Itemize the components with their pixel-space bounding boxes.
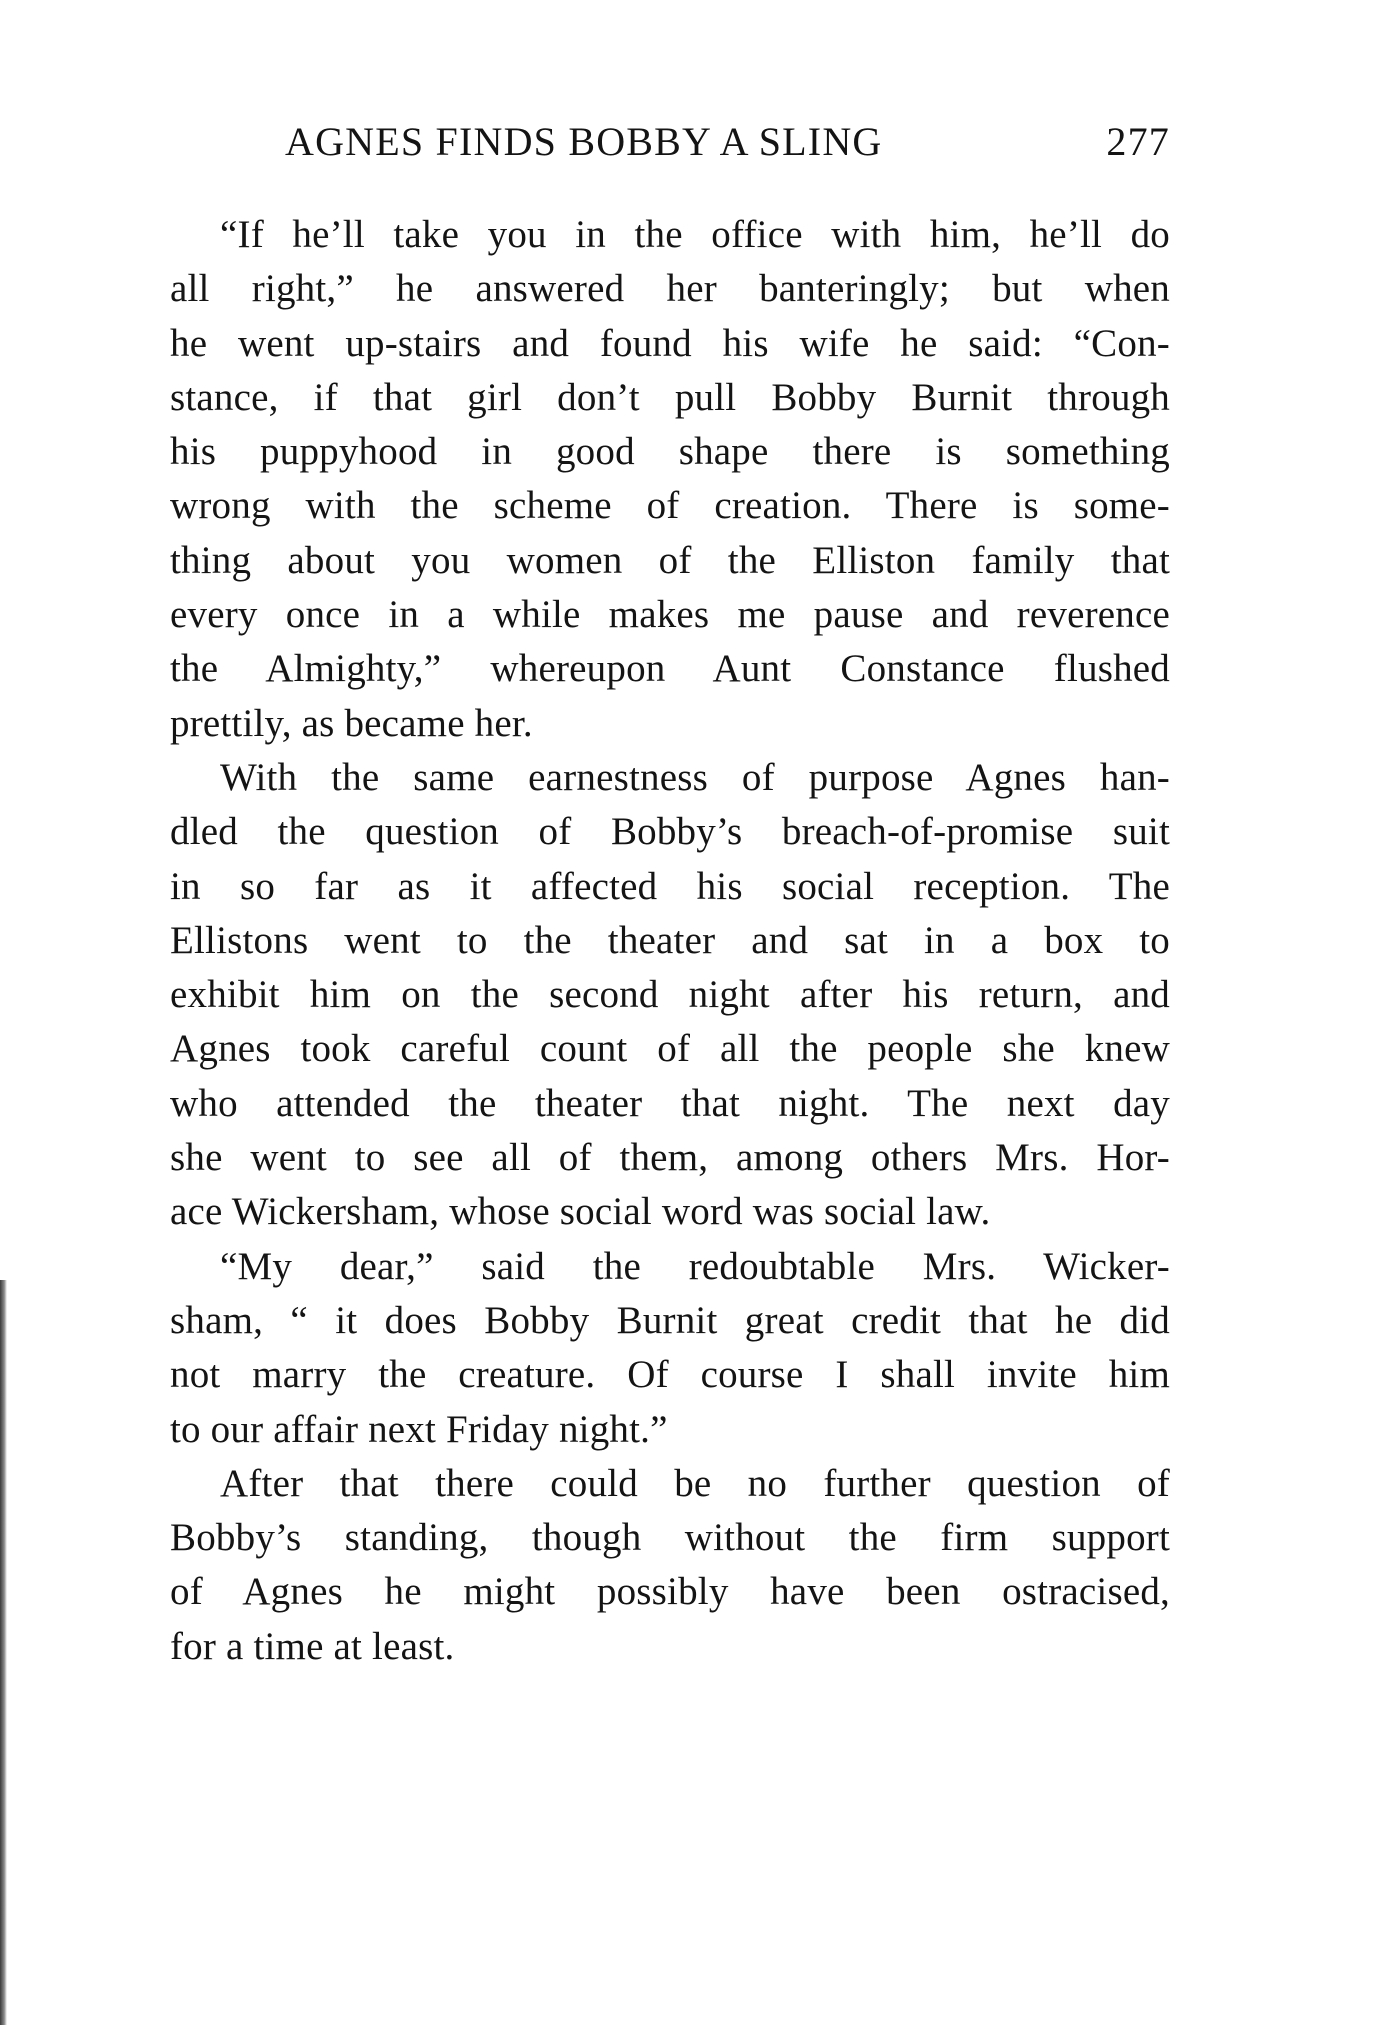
text-line: not marry the creature. Of course I shall invite him (170, 1353, 1170, 1397)
paragraph (170, 208, 1170, 751)
page-binding-edge (0, 1280, 7, 2025)
text-line: wrong with the scheme of creation. There is some- (170, 484, 1170, 528)
text-line: she went to see all of them, among others Mrs. Hor- (170, 1136, 1170, 1180)
text-line: Ellistons went to the theater and sat in a box to (170, 918, 1170, 962)
paragraph (170, 751, 1170, 1240)
text-line: dled the question of Bobby’s breach-of-promise suit (170, 810, 1170, 854)
paragraph (170, 1457, 1170, 1674)
text-line: every once in a while makes me pause and reverence (170, 593, 1170, 637)
text-line: of Agnes he might possibly have been ostracised, (170, 1570, 1170, 1614)
text-line: Bobby’s standing, though without the firm support (170, 1516, 1170, 1560)
text-line: After that there could be no further question of (220, 1461, 1170, 1505)
text-line: in so far as it affected his social reception. The (170, 864, 1170, 908)
body-text (170, 208, 1170, 1674)
text-line: ace Wickersham, whose social word was social law. (170, 1190, 991, 1234)
text-line: exhibit him on the second night after his return, and (170, 973, 1170, 1017)
text-line: stance, if that girl don’t pull Bobby Burnit through (170, 375, 1170, 419)
text-line: Agnes took careful count of all the people she knew (170, 1027, 1170, 1071)
text-line: thing about you women of the Elliston family that (170, 538, 1170, 582)
text-line: “If he’ll take you in the office with him, he’ll do (220, 213, 1170, 256)
text-line: prettily, as became her. (170, 701, 533, 745)
running-head-title: AGNES FINDS BOBBY A SLING (285, 119, 883, 164)
text-line: “My dear,” said the redoubtable Mrs. Wicker- (220, 1244, 1170, 1288)
running-head (285, 110, 1170, 170)
text-line: the Almighty,” whereupon Aunt Constance flushed (170, 647, 1170, 691)
text-line: who attended the theater that night. The next day (170, 1081, 1170, 1125)
text-line: With the same earnestness of purpose Agnes han- (220, 755, 1170, 799)
paragraph (170, 1240, 1170, 1457)
text-line: he went up-stairs and found his wife he said: “Con- (170, 321, 1170, 365)
text-line: all right,” he answered her banteringly; but when (170, 267, 1170, 311)
text-line: his puppyhood in good shape there is something (170, 430, 1170, 474)
text-line: for a time at least. (170, 1624, 455, 1668)
text-line: to our affair next Friday night.” (170, 1407, 668, 1451)
text-line: sham, “ it does Bobby Burnit great credit that he did (170, 1298, 1170, 1342)
page-number: 277 (1106, 119, 1170, 164)
